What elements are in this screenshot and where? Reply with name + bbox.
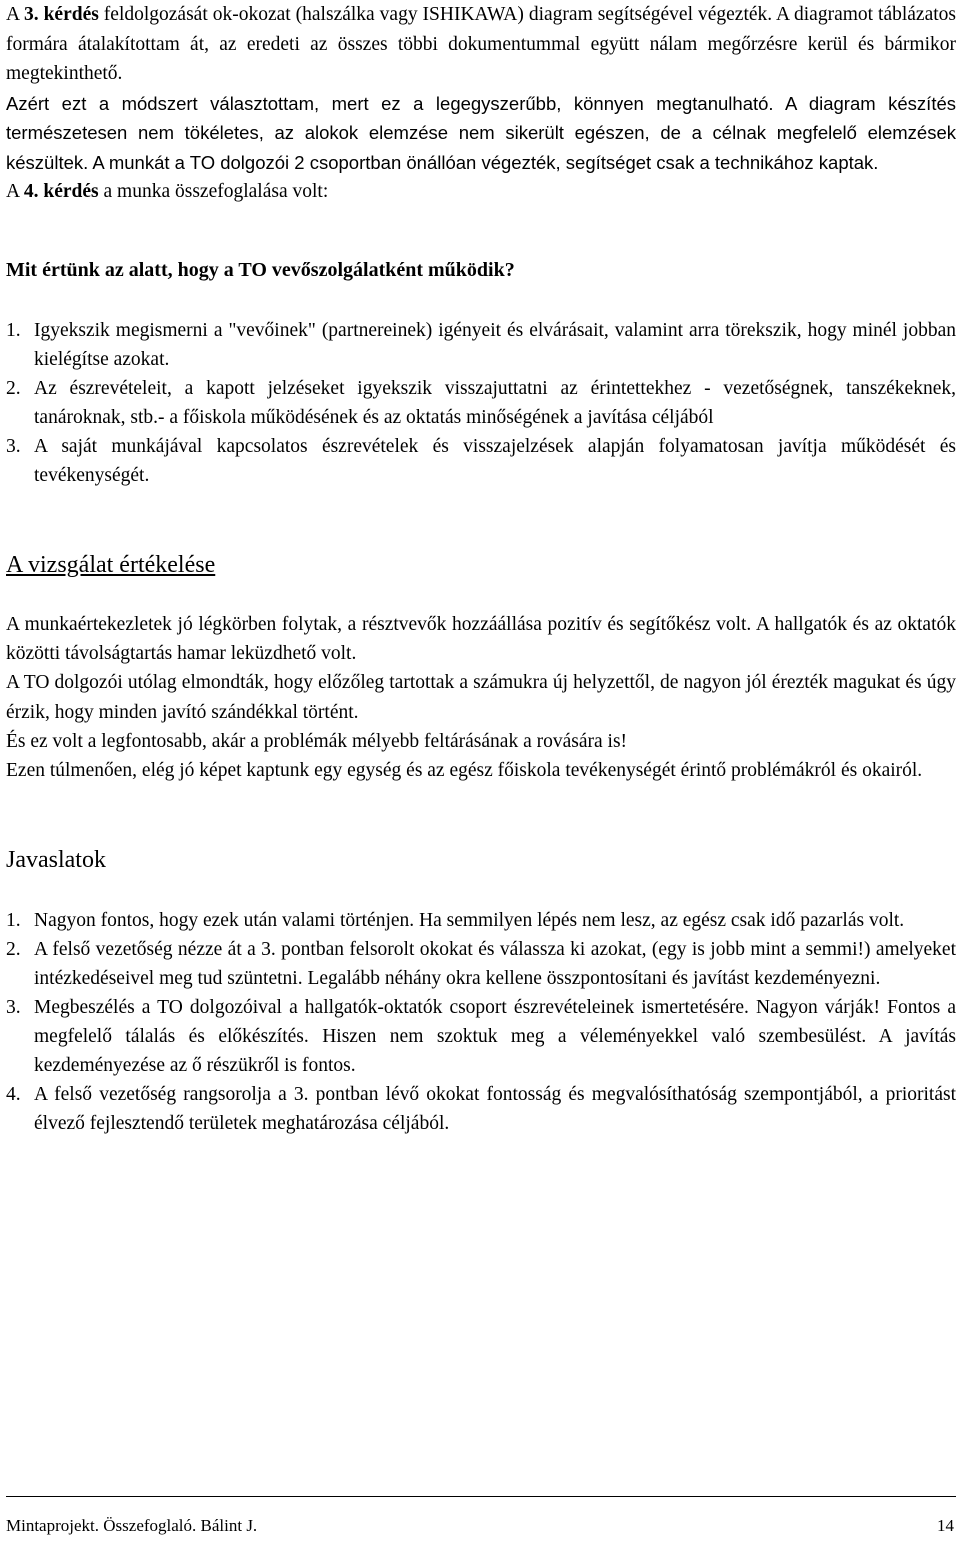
- evaluation-paragraph-3: És ez volt a legfontosabb, akár a problémák mélyebb feltárásának a rovására is!: [6, 730, 628, 752]
- page-footer: [6, 1496, 956, 1535]
- list-item: [6, 432, 956, 490]
- list-item-number: 3.: [6, 436, 21, 457]
- list-item-text: A felső vezetőség rangsorolja a 3. pontban lévő okokat fontosság és megvalósíthatóság szempontjából, a prioritást élvező fejlesztendő területek meghatározása céljából.: [34, 1084, 956, 1134]
- intro-p1-prefix: A: [6, 4, 24, 25]
- list-item-text: A saját munkájával kapcsolatos észrevételek és visszajelzések alapján folyamatosan javítja működését és tevékenységét.: [34, 436, 956, 486]
- list-item: [6, 316, 956, 374]
- suggestions-list: [6, 906, 956, 1138]
- list-item: [6, 993, 956, 1080]
- list-item-text: Nagyon fontos, hogy ezek után valami történjen. Ha semmilyen lépés nem lesz, az egész csak idő pazarlás volt.: [34, 910, 905, 931]
- page-number: 14: [937, 1516, 954, 1535]
- intro-p3-text: a munka összefoglalása volt:: [98, 181, 329, 202]
- evaluation-paragraph-4: Ezen túlmenően, elég jó képet kaptunk egy egység és az egész főiskola tevékenységét érintő problémákról és okairól.: [6, 760, 923, 782]
- suggestions-heading: Javaslatok: [6, 847, 106, 873]
- intro-section: [6, 0, 956, 207]
- list-item-number: 1.: [6, 910, 21, 931]
- list-item-text: A felső vezetőség nézze át a 3. pontban felsorolt okokat és válassza ki azokat, (egy is jobb mint a semmi!) amelyeket intézkedéseivel meg tud szüntetni. Legalább néhány okra kellene összpontosítani és javítást kezdeményezni.: [34, 939, 956, 989]
- list-item: [6, 906, 956, 935]
- list-item-text: Az észrevételeit, a kapott jelzéseket igyekszik visszajuttatni az érintettekhez - vezetőségnek, tanszékeknek, tanároknak, stb.- a főiskola működésének és az oktatás minőségének a javítása céljából: [34, 378, 956, 428]
- intro-p1-text: feldolgozását ok-okozat (halszálka vagy ISHIKAWA) diagram segítségével végezték. A diagramot táblázatos formára átalakítottam át, az eredeti az összes többi dokumentummal együtt nálam megőrzésre kerül és bármikor megtekinthető.: [6, 4, 956, 84]
- intro-p1-bold: 3. kérdés: [23, 4, 99, 25]
- list-item: [6, 374, 956, 432]
- footer-citation: Mintaprojekt. Összefoglaló. Bálint J.: [6, 1516, 258, 1535]
- list-item-number: 3.: [6, 997, 21, 1018]
- intro-p3-prefix: A: [6, 181, 24, 202]
- intro-paragraph-2: Azért ezt a módszert választottam, mert ez a legegyszerűbb, könnyen megtanulható. A diagram készítés természetesen nem tökéletes, az alokok elemzése nem sikerült egészen, de a célnak megfelelő elemzések készültek. A munkát a TO dolgozói 2 csoportban önállóan végezték, segítséget csak a technikához kaptak.: [6, 92, 956, 173]
- intro-p3-bold: 4. kérdés: [23, 181, 99, 202]
- question-heading: Mit értünk az alatt, hogy a TO vevőszolgálatként működik?: [6, 259, 515, 281]
- evaluation-section: [6, 610, 956, 785]
- list-item-text: Igyekszik megismerni a "vevőinek" (partnereinek) igényeit és elvárásait, valamint arra törekszik, hogy minél jobban kielégítse azokat.: [34, 320, 956, 370]
- answer-list: [6, 316, 956, 490]
- list-item-number: 2.: [6, 378, 21, 399]
- list-item-number: 2.: [6, 939, 21, 960]
- list-item-number: 1.: [6, 320, 21, 341]
- intro-paragraph-1: [6, 0, 956, 89]
- evaluation-heading: A vizsgálat értékelése: [6, 552, 216, 578]
- list-item-number: 4.: [6, 1084, 21, 1105]
- list-item-text: Megbeszélés a TO dolgozóival a hallgatók-oktatók csoport észrevételeinek ismertetésére. Nagyon várják! Fontos a megfelelő tálalás és előkészítés. Hiszen nem szoktuk meg a véleményekkel való szembesülést. A javítás kezdeményezése az ő részükről is fontos.: [34, 997, 956, 1076]
- evaluation-paragraph-2: A TO dolgozói utólag elmondták, hogy előzőleg tartottak a számukra új helyzettől, de nagyon jól érezték magukat és úgy érzik, hogy minden javító szándékkal történt.: [6, 672, 956, 723]
- evaluation-paragraph-1: A munkaértekezletek jó légkörben folytak, a résztvevők hozzáállása pozitív és segítőkész volt. A hallgatók és az oktatók közötti távolságtartás hamar leküzdhető volt.: [6, 614, 956, 665]
- list-item: [6, 935, 956, 993]
- list-item: [6, 1080, 956, 1138]
- intro-paragraph-3: [6, 177, 956, 207]
